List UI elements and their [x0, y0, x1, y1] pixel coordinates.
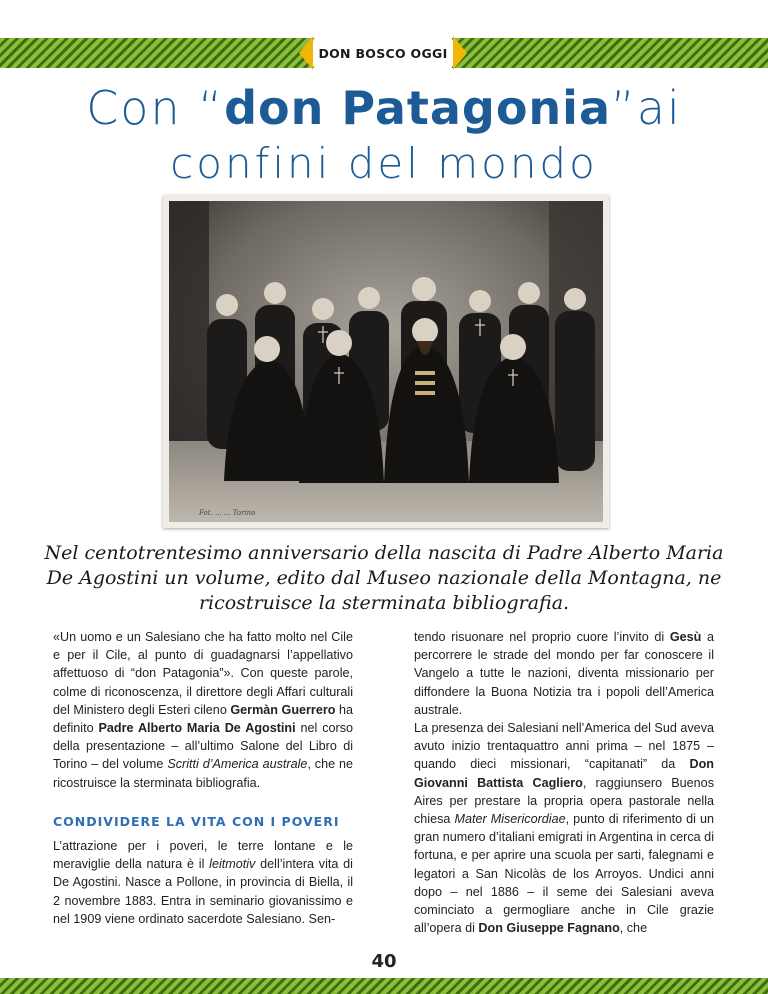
group-photo-image — [169, 201, 603, 522]
bold-name: Padre Alberto Maria De Agostini — [98, 721, 296, 736]
left-column — [53, 628, 353, 792]
text-run: L’attrazione per i poveri, le terre lontane e le meraviglie della natura è il — [53, 839, 353, 872]
text-run: , punto di riferimento di un gran numero d’italiani emigrati in Argentina in cerca di fortuna, e per aprire una scuola per sarti, falegnami e legatori a San Nicolàs de los Arroyos. Undici anni dopo – nel 1886 – il seme dei Salesiani aveva cominciato a germogliare anche in Cile grazie all’opera di — [414, 812, 715, 936]
text-run: La presenza dei Salesiani nell’America del Sud aveva avuto inizio trentaquattro anni prima – nel 1875 – quando dieci missionari, “capitanati” da — [414, 721, 714, 772]
chevron-right-icon — [453, 36, 467, 70]
page-number: 40 — [371, 951, 397, 972]
title-suffix: ”ai — [611, 81, 682, 135]
text-run: ha definito — [53, 702, 353, 736]
right-column — [414, 628, 714, 937]
text-run: «Un uomo e un Salesiano che ha fatto molto nel Cile e per il Cile, al punto di guadagnarsi l’appellativo affettuoso di “don Patagonia”». Con queste parole, colme di riconoscenza, il direttore degli Affari culturali del Ministero degli Esteri cileno — [53, 630, 353, 717]
section-subheading: CONDIVIDERE LA VITA CON I POVERI — [53, 814, 340, 829]
church-name: Mater Misericordiae — [454, 812, 566, 827]
text-run: tendo risuonare nel proprio cuore l’invito di — [414, 630, 670, 644]
chevron-left-icon — [299, 36, 313, 70]
bold-name: Don Giovanni Battista Cagliero — [414, 757, 714, 790]
bold-name: Gesù — [669, 630, 702, 644]
page-title-line-2: confini del mondo — [170, 139, 598, 188]
page-title-line-1 — [0, 80, 768, 136]
text-run: dell’intera vita di De Agostini. Nasce a Pollone, in provincia di Biella, il 2 novembre 1883. Entra in seminario giovanissimo e nel 1909 viene ordinato sacerdote Salesiano. Sen- — [53, 857, 353, 926]
italic-term: leitmotiv — [209, 857, 256, 872]
title-prefix: Con “ — [86, 81, 225, 135]
text-run: , che ne ricostruisce la sterminata bibliografia. — [53, 757, 353, 790]
section-label: DON BOSCO OGGI — [313, 36, 453, 70]
left-paragraph-1 — [53, 628, 353, 792]
left-column-continued — [53, 837, 353, 928]
text-run: nel corso della presentazione – all’ultimo Salone del Libro di Torino – del volume — [53, 721, 353, 772]
title-bold: don Patagonia — [224, 81, 611, 135]
text-run: a percorrere le strade del mondo per far conoscere il Vangelo a tutte le nazioni, diventa missionario per diffondere la Buona Notizia tra i popoli dell’America australe. — [414, 630, 714, 717]
bold-name: Germàn Guerrero — [230, 702, 336, 717]
photo-inscription: Fot. ... ... Torino — [199, 509, 256, 517]
bold-name: Don Giuseppe Fagnano — [478, 921, 620, 936]
text-run: , che — [619, 921, 648, 936]
section-tag — [297, 34, 469, 72]
bottom-stripe-bar — [0, 978, 768, 994]
right-paragraph-2 — [414, 719, 714, 937]
left-paragraph-2 — [53, 837, 353, 928]
text-run: , raggiunsero Buenos Aires per prestare la propria opera pastorale nella chiesa — [414, 775, 714, 827]
book-title: Scritti d’America australe — [167, 757, 308, 772]
historic-group-photo — [163, 195, 609, 528]
right-paragraph-1 — [414, 628, 714, 719]
photo-caption: Nel centotrentesimo anniversario della nascita di Padre Alberto Maria De Agostini un volume, edito dal Museo nazionale della Montagna, ne ricostruisce la sterminata bibliografia. — [44, 542, 724, 614]
